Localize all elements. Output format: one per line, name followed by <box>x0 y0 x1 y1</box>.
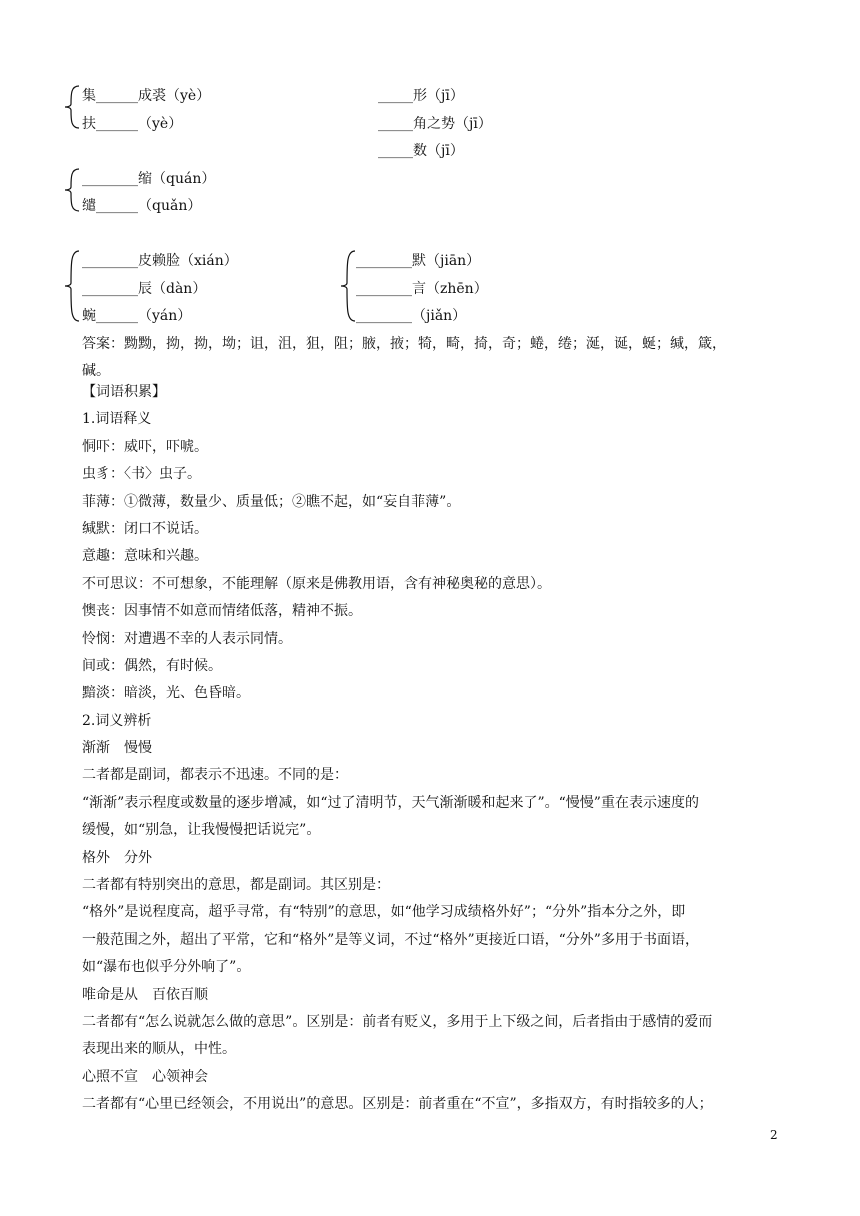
pair-title: 格外 分外 <box>82 849 152 866</box>
exercise-item: _____数（jī） <box>378 143 464 159</box>
page-number: 2 <box>770 1128 778 1142</box>
glossary-heading: 1.词语释义 <box>82 411 152 428</box>
glossary-item: 黯淡：暗淡，光、色昏暗。 <box>82 685 250 702</box>
glossary-item: 缄默：闭口不说话。 <box>82 520 208 537</box>
answer-text: 答案：黝黝，拗，拗，坳；诅，沮，狙，阻；腋，掖；犄，畸，掎，奇；蜷，绻；涎，诞，蜒；缄，箴， <box>82 336 726 352</box>
exercise-item: ________缩（quán） <box>82 171 216 187</box>
pair-text: 二者都有“心里已经领会，不用说出”的意思。区别是：前者重在“不宣”，多指双方，有时指较多的人； <box>82 1096 713 1113</box>
pair-text: 二者都有特别突出的意思，都是副词。其区别是： <box>82 877 390 894</box>
brace-right-group3 <box>338 249 358 323</box>
discrimination-heading: 2.词义辨析 <box>82 712 152 729</box>
exercise-item: ________默（jiān） <box>356 253 481 269</box>
pair-text: 表现出来的顺从，中性。 <box>82 1041 236 1058</box>
brace-left-group3 <box>62 249 82 323</box>
exercise-item: 扶______（yè） <box>82 116 183 132</box>
brace-left-group1 <box>62 84 82 130</box>
pair-title: 心照不宣 心领神会 <box>82 1068 208 1085</box>
answer-text-cont: 碱。 <box>82 363 110 379</box>
pair-text: “渐渐”表示程度或数量的逐步增减，如“过了清明节，天气渐渐暖和起来了”。“慢慢”重在表示速度的 <box>82 794 699 811</box>
pair-text: 二者都是副词，都表示不迅速。不同的是： <box>82 767 348 784</box>
exercise-item: _____形（jī） <box>378 88 464 104</box>
pair-title: 唯命是从 百依百顺 <box>82 986 208 1003</box>
glossary-item: 怜悯：对遭遇不幸的人表示同情。 <box>82 630 292 647</box>
pair-text: 如“瀑布也似乎分外响了”。 <box>82 959 251 976</box>
pair-text: 缓慢，如“别急，让我慢慢把话说完”。 <box>82 822 321 839</box>
exercise-item: ________皮赖脸（xián） <box>82 253 238 269</box>
exercise-item: _____角之势（jī） <box>378 116 492 132</box>
glossary-item: 间或：偶然，有时候。 <box>82 657 222 674</box>
pair-text: “格外”是说程度高，超乎寻常，有“特别”的意思，如“他学习成绩格外好”；“分外”指本分之外，即 <box>82 904 686 921</box>
glossary-item: 菲薄：①微薄，数量少、质量低；②瞧不起，如“妄自菲薄”。 <box>82 493 461 510</box>
exercise-item: 蜿______（yán） <box>82 308 192 324</box>
pair-title: 渐渐 慢慢 <box>82 740 152 757</box>
exercise-item: ________（jiǎn） <box>356 308 467 324</box>
exercise-item: 缱______（quǎn） <box>82 198 202 214</box>
glossary-item: 懊丧：因事情不如意而情绪低落，精神不振。 <box>82 603 362 620</box>
glossary-item: 不可思议：不可想象，不能理解（原来是佛教用语，含有神秘奥秘的意思）。 <box>82 575 551 592</box>
pair-text: 二者都有“怎么说就怎么做的意思”。区别是：前者有贬义，多用于上下级之间，后者指由于感情的爱而 <box>82 1013 713 1030</box>
exercise-item: ________辰（dàn） <box>82 281 207 297</box>
body-text <box>82 379 782 1119</box>
section-title: 【词语积累】 <box>82 384 166 400</box>
exercise-item: ________言（zhēn） <box>356 281 488 297</box>
brace-left-group2 <box>62 167 82 213</box>
pair-text: 一般范围之外，超出了平常，它和“格外”是等义词，不过“格外”更接近口语，“分外”多用于书面语， <box>82 931 699 948</box>
glossary-item: 意趣：意味和兴趣。 <box>82 548 208 565</box>
exercise-item: 集______成裘（yè） <box>82 88 211 104</box>
glossary-item: 恫吓：威吓，吓唬。 <box>82 438 208 455</box>
glossary-item: 虫豸：〈书〉虫子。 <box>82 466 201 483</box>
